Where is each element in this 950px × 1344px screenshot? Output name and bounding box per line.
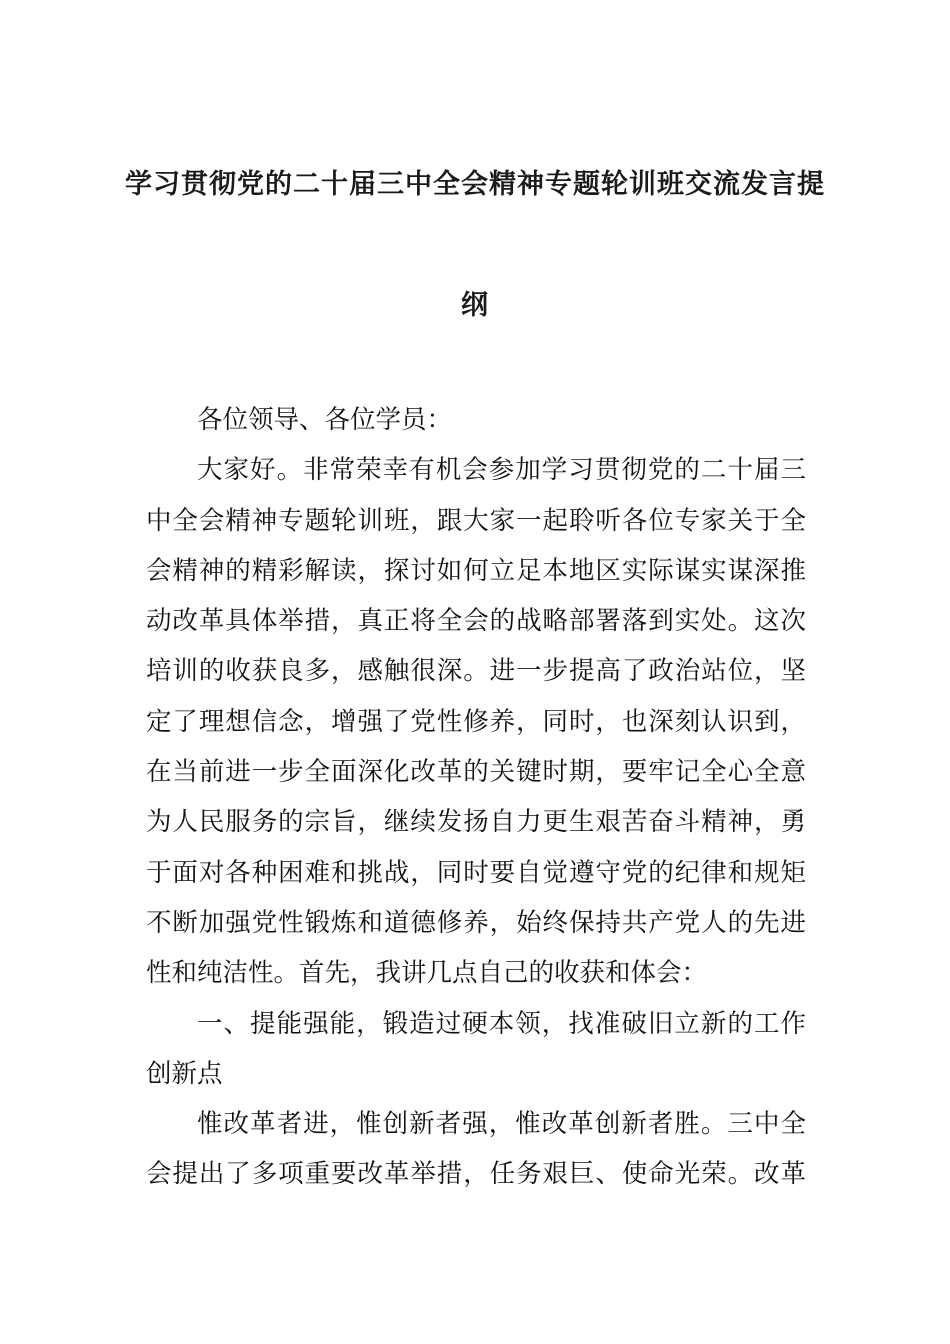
section-heading-1-line: 创新点: [146, 1058, 223, 1089]
document-body: [146, 395, 806, 1200]
document-title-line-1: 学习贯彻党的二十届三中全会精神专题轮训班交流发言提: [125, 169, 825, 200]
section-heading-1-line: 一、提能强能，锻造过硬本领，找准破旧立新的工作: [197, 1008, 806, 1039]
paragraph-1-line: 定了理想信念，增强了党性修养，同时，也深刻认识到，: [146, 706, 806, 737]
paragraph-2-line: 惟改革者进，惟创新者强，惟改革创新者胜。三中全: [197, 1109, 806, 1140]
paragraph-1-line: 于面对各种困难和挑战，同时要自觉遵守党的纪律和规矩: [146, 857, 806, 888]
paragraph-1-line: 性和纯洁性。首先，我讲几点自己的收获和体会：: [146, 958, 708, 989]
paragraph-1-line: 会精神的精彩解读，探讨如何立足本地区实际谋实谋深推: [146, 555, 806, 586]
paragraph-1-line: 培训的收获良多，感触很深。进一步提高了政治站位，坚: [146, 656, 806, 687]
paragraph-1-line: 为人民服务的宗旨，继续发扬自力更生艰苦奋斗精神，勇: [146, 807, 806, 838]
paragraph-1-line: 不断加强党性锻炼和道德修养，始终保持共产党人的先进: [146, 907, 806, 938]
document-title-line-2: 纲: [461, 290, 489, 321]
salutation: 各位领导、各位学员：: [197, 405, 453, 435]
paragraph-1-line: 在当前进一步全面深化改革的关键时期，要牢记全心全意: [146, 757, 806, 788]
paragraph-2-line: 会提出了多项重要改革举措，任务艰巨、使命光荣。改革: [146, 1159, 806, 1190]
paragraph-1-line: 大家好。非常荣幸有机会参加学习贯彻党的二十届三: [197, 455, 806, 486]
paragraph-1-line: 中全会精神专题轮训班，跟大家一起聆听各位专家关于全: [146, 505, 806, 536]
paragraph-1-line: 动改革具体举措，真正将全会的战略部署落到实处。这次: [146, 606, 806, 637]
